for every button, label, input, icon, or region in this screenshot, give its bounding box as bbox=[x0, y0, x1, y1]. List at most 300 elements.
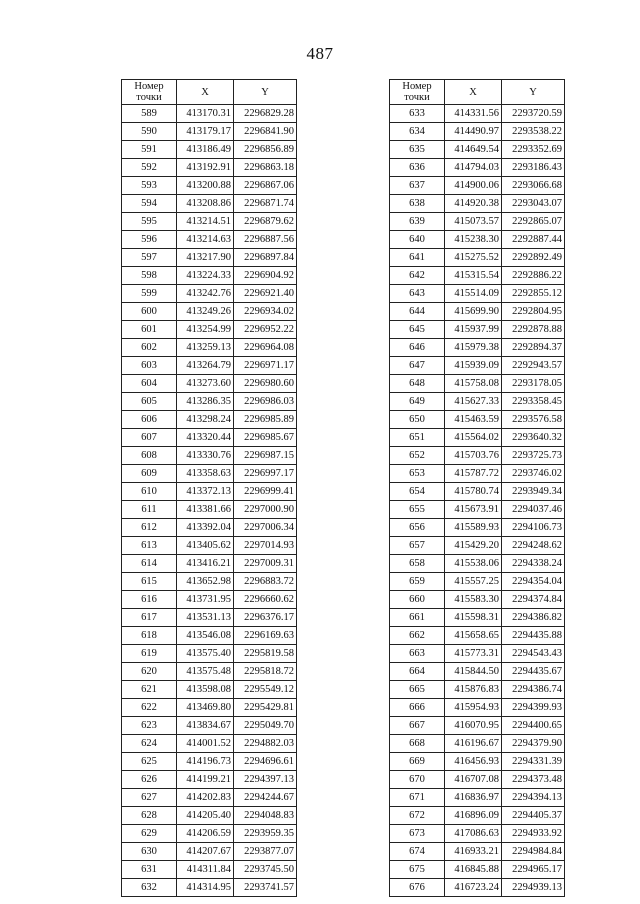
cell-point-number: 633 bbox=[390, 105, 445, 123]
cell-point-number: 602 bbox=[122, 339, 177, 357]
cell-point-number: 667 bbox=[390, 717, 445, 735]
cell-y: 2296964.08 bbox=[234, 339, 297, 357]
cell-y: 2294696.61 bbox=[234, 753, 297, 771]
cell-point-number: 655 bbox=[390, 501, 445, 519]
cell-point-number: 626 bbox=[122, 771, 177, 789]
cell-point-number: 592 bbox=[122, 159, 177, 177]
cell-x: 413834.67 bbox=[177, 717, 234, 735]
cell-x: 415315.54 bbox=[445, 267, 502, 285]
table-row bbox=[390, 375, 565, 393]
table-row bbox=[390, 825, 565, 843]
cell-x: 413652.98 bbox=[177, 573, 234, 591]
cell-x: 413286.35 bbox=[177, 393, 234, 411]
cell-x: 415627.33 bbox=[445, 393, 502, 411]
cell-y: 2294379.90 bbox=[502, 735, 565, 753]
table-row bbox=[122, 519, 297, 537]
cell-x: 415564.02 bbox=[445, 429, 502, 447]
table-row bbox=[390, 879, 565, 897]
cell-y: 2296985.89 bbox=[234, 411, 297, 429]
cell-y: 2296987.15 bbox=[234, 447, 297, 465]
cell-x: 415937.99 bbox=[445, 321, 502, 339]
cell-point-number: 614 bbox=[122, 555, 177, 573]
cell-point-number: 671 bbox=[390, 789, 445, 807]
cell-y: 2292886.22 bbox=[502, 267, 565, 285]
header-x: X bbox=[177, 80, 234, 105]
table-row bbox=[122, 609, 297, 627]
table-row bbox=[122, 825, 297, 843]
cell-y: 2296856.89 bbox=[234, 141, 297, 159]
cell-y: 2294965.17 bbox=[502, 861, 565, 879]
cell-x: 416933.21 bbox=[445, 843, 502, 861]
table-row bbox=[390, 285, 565, 303]
cell-point-number: 646 bbox=[390, 339, 445, 357]
cell-x: 415583.30 bbox=[445, 591, 502, 609]
cell-x: 413381.66 bbox=[177, 501, 234, 519]
cell-point-number: 606 bbox=[122, 411, 177, 429]
cell-point-number: 665 bbox=[390, 681, 445, 699]
cell-point-number: 595 bbox=[122, 213, 177, 231]
cell-y: 2296867.06 bbox=[234, 177, 297, 195]
cell-y: 2292943.57 bbox=[502, 357, 565, 375]
table-row bbox=[122, 681, 297, 699]
cell-point-number: 674 bbox=[390, 843, 445, 861]
cell-y: 2294399.93 bbox=[502, 699, 565, 717]
cell-y: 2297006.34 bbox=[234, 519, 297, 537]
table-row bbox=[122, 789, 297, 807]
table-row bbox=[390, 663, 565, 681]
cell-y: 2292855.12 bbox=[502, 285, 565, 303]
cell-point-number: 624 bbox=[122, 735, 177, 753]
cell-y: 2296999.41 bbox=[234, 483, 297, 501]
cell-point-number: 631 bbox=[122, 861, 177, 879]
cell-point-number: 648 bbox=[390, 375, 445, 393]
cell-x: 416896.09 bbox=[445, 807, 502, 825]
cell-point-number: 616 bbox=[122, 591, 177, 609]
cell-x: 415658.65 bbox=[445, 627, 502, 645]
cell-x: 415703.76 bbox=[445, 447, 502, 465]
table-row bbox=[390, 699, 565, 717]
cell-point-number: 639 bbox=[390, 213, 445, 231]
cell-y: 2296879.62 bbox=[234, 213, 297, 231]
header-point-number bbox=[122, 80, 177, 105]
table-row bbox=[390, 753, 565, 771]
cell-x: 413372.13 bbox=[177, 483, 234, 501]
cell-y: 2295049.70 bbox=[234, 717, 297, 735]
cell-y: 2296934.02 bbox=[234, 303, 297, 321]
cell-x: 413731.95 bbox=[177, 591, 234, 609]
table-row bbox=[122, 393, 297, 411]
cell-point-number: 629 bbox=[122, 825, 177, 843]
table-row bbox=[122, 663, 297, 681]
cell-y: 2294405.37 bbox=[502, 807, 565, 825]
cell-x: 415673.91 bbox=[445, 501, 502, 519]
table-row bbox=[122, 483, 297, 501]
cell-x: 415699.90 bbox=[445, 303, 502, 321]
table-row bbox=[390, 843, 565, 861]
cell-point-number: 628 bbox=[122, 807, 177, 825]
cell-point-number: 627 bbox=[122, 789, 177, 807]
cell-y: 2294248.62 bbox=[502, 537, 565, 555]
header-point-number bbox=[390, 80, 445, 105]
cell-y: 2294543.43 bbox=[502, 645, 565, 663]
cell-y: 2294394.13 bbox=[502, 789, 565, 807]
cell-y: 2294400.65 bbox=[502, 717, 565, 735]
cell-x: 413179.17 bbox=[177, 123, 234, 141]
cell-x: 415758.08 bbox=[445, 375, 502, 393]
cell-x: 413405.62 bbox=[177, 537, 234, 555]
cell-y: 2293720.59 bbox=[502, 105, 565, 123]
cell-point-number: 618 bbox=[122, 627, 177, 645]
table-row bbox=[390, 483, 565, 501]
cell-y: 2296169.63 bbox=[234, 627, 297, 645]
cell-point-number: 652 bbox=[390, 447, 445, 465]
table-row bbox=[122, 123, 297, 141]
cell-y: 2297009.31 bbox=[234, 555, 297, 573]
cell-point-number: 672 bbox=[390, 807, 445, 825]
cell-point-number: 656 bbox=[390, 519, 445, 537]
table-row bbox=[122, 843, 297, 861]
table-row bbox=[390, 861, 565, 879]
cell-point-number: 654 bbox=[390, 483, 445, 501]
cell-point-number: 660 bbox=[390, 591, 445, 609]
table-row bbox=[390, 195, 565, 213]
cell-x: 414206.59 bbox=[177, 825, 234, 843]
cell-y: 2292804.95 bbox=[502, 303, 565, 321]
cell-x: 413214.51 bbox=[177, 213, 234, 231]
cell-point-number: 601 bbox=[122, 321, 177, 339]
cell-point-number: 651 bbox=[390, 429, 445, 447]
table-row bbox=[390, 681, 565, 699]
cell-x: 414202.83 bbox=[177, 789, 234, 807]
table-row bbox=[122, 537, 297, 555]
cell-x: 413259.13 bbox=[177, 339, 234, 357]
cell-y: 2296841.90 bbox=[234, 123, 297, 141]
cell-x: 414490.97 bbox=[445, 123, 502, 141]
cell-point-number: 608 bbox=[122, 447, 177, 465]
cell-x: 414196.73 bbox=[177, 753, 234, 771]
cell-x: 415876.83 bbox=[445, 681, 502, 699]
cell-point-number: 607 bbox=[122, 429, 177, 447]
cell-point-number: 636 bbox=[390, 159, 445, 177]
cell-x: 413546.08 bbox=[177, 627, 234, 645]
cell-x: 413217.90 bbox=[177, 249, 234, 267]
cell-y: 2292887.44 bbox=[502, 231, 565, 249]
cell-y: 2294435.88 bbox=[502, 627, 565, 645]
cell-y: 2293959.35 bbox=[234, 825, 297, 843]
cell-y: 2293576.58 bbox=[502, 411, 565, 429]
cell-point-number: 642 bbox=[390, 267, 445, 285]
cell-x: 415954.93 bbox=[445, 699, 502, 717]
cell-x: 416836.97 bbox=[445, 789, 502, 807]
table-row bbox=[390, 339, 565, 357]
cell-x: 415463.59 bbox=[445, 411, 502, 429]
cell-x: 416723.24 bbox=[445, 879, 502, 897]
cell-x: 415780.74 bbox=[445, 483, 502, 501]
cell-point-number: 597 bbox=[122, 249, 177, 267]
cell-y: 2296985.67 bbox=[234, 429, 297, 447]
table-row bbox=[390, 591, 565, 609]
table-row bbox=[390, 771, 565, 789]
table-body bbox=[122, 105, 297, 897]
cell-x: 413224.33 bbox=[177, 267, 234, 285]
cell-x: 415939.09 bbox=[445, 357, 502, 375]
table-row bbox=[390, 717, 565, 735]
table-row bbox=[390, 465, 565, 483]
table-row bbox=[122, 753, 297, 771]
cell-y: 2293352.69 bbox=[502, 141, 565, 159]
table-row bbox=[122, 267, 297, 285]
table-row bbox=[390, 411, 565, 429]
table-row bbox=[390, 231, 565, 249]
cell-x: 414207.67 bbox=[177, 843, 234, 861]
table-row bbox=[390, 321, 565, 339]
cell-x: 415557.25 bbox=[445, 573, 502, 591]
cell-point-number: 603 bbox=[122, 357, 177, 375]
cell-point-number: 635 bbox=[390, 141, 445, 159]
table-row bbox=[390, 627, 565, 645]
table-row bbox=[122, 141, 297, 159]
table-row bbox=[122, 375, 297, 393]
cell-y: 2296660.62 bbox=[234, 591, 297, 609]
cell-y: 2294882.03 bbox=[234, 735, 297, 753]
table-row bbox=[122, 645, 297, 663]
header-y: Y bbox=[234, 80, 297, 105]
cell-x: 414001.52 bbox=[177, 735, 234, 753]
cell-y: 2294338.24 bbox=[502, 555, 565, 573]
cell-y: 2294048.83 bbox=[234, 807, 297, 825]
cell-y: 2293066.68 bbox=[502, 177, 565, 195]
cell-y: 2294037.46 bbox=[502, 501, 565, 519]
cell-point-number: 630 bbox=[122, 843, 177, 861]
cell-y: 2292878.88 bbox=[502, 321, 565, 339]
cell-point-number: 593 bbox=[122, 177, 177, 195]
cell-point-number: 640 bbox=[390, 231, 445, 249]
table-row bbox=[122, 105, 297, 123]
cell-point-number: 634 bbox=[390, 123, 445, 141]
cell-y: 2296897.84 bbox=[234, 249, 297, 267]
cell-x: 413170.31 bbox=[177, 105, 234, 123]
table-row bbox=[122, 573, 297, 591]
cell-x: 413575.40 bbox=[177, 645, 234, 663]
table-row bbox=[390, 141, 565, 159]
cell-point-number: 658 bbox=[390, 555, 445, 573]
cell-y: 2295818.72 bbox=[234, 663, 297, 681]
cell-x: 413254.99 bbox=[177, 321, 234, 339]
table-row bbox=[390, 105, 565, 123]
table-row bbox=[390, 789, 565, 807]
table-row bbox=[390, 447, 565, 465]
cell-point-number: 589 bbox=[122, 105, 177, 123]
cell-y: 2295549.12 bbox=[234, 681, 297, 699]
cell-x: 413273.60 bbox=[177, 375, 234, 393]
cell-x: 413186.49 bbox=[177, 141, 234, 159]
cell-y: 2294373.48 bbox=[502, 771, 565, 789]
table-row bbox=[122, 213, 297, 231]
cell-point-number: 647 bbox=[390, 357, 445, 375]
cell-x: 415514.09 bbox=[445, 285, 502, 303]
cell-y: 2294374.84 bbox=[502, 591, 565, 609]
cell-y: 2294397.13 bbox=[234, 771, 297, 789]
cell-y: 2292865.07 bbox=[502, 213, 565, 231]
cell-point-number: 613 bbox=[122, 537, 177, 555]
cell-y: 2293877.07 bbox=[234, 843, 297, 861]
table-row bbox=[390, 573, 565, 591]
cell-x: 413320.44 bbox=[177, 429, 234, 447]
table-row bbox=[122, 285, 297, 303]
cell-y: 2293949.34 bbox=[502, 483, 565, 501]
table-row bbox=[390, 519, 565, 537]
cell-point-number: 590 bbox=[122, 123, 177, 141]
header-point-number-line2: точки bbox=[404, 92, 430, 103]
table-row bbox=[390, 645, 565, 663]
cell-point-number: 610 bbox=[122, 483, 177, 501]
cell-point-number: 612 bbox=[122, 519, 177, 537]
cell-x: 413469.80 bbox=[177, 699, 234, 717]
cell-x: 414920.38 bbox=[445, 195, 502, 213]
cell-point-number: 591 bbox=[122, 141, 177, 159]
table-row bbox=[122, 699, 297, 717]
cell-x: 413358.63 bbox=[177, 465, 234, 483]
cell-x: 413416.21 bbox=[177, 555, 234, 573]
table-header-row bbox=[390, 80, 565, 105]
table-row bbox=[122, 771, 297, 789]
cell-y: 2294386.82 bbox=[502, 609, 565, 627]
cell-point-number: 668 bbox=[390, 735, 445, 753]
cell-point-number: 657 bbox=[390, 537, 445, 555]
cell-y: 2294244.67 bbox=[234, 789, 297, 807]
cell-point-number: 641 bbox=[390, 249, 445, 267]
table-row bbox=[122, 429, 297, 447]
cell-point-number: 666 bbox=[390, 699, 445, 717]
cell-x: 414900.06 bbox=[445, 177, 502, 195]
table-row bbox=[390, 213, 565, 231]
cell-point-number: 662 bbox=[390, 627, 445, 645]
cell-point-number: 598 bbox=[122, 267, 177, 285]
cell-point-number: 659 bbox=[390, 573, 445, 591]
cell-y: 2297014.93 bbox=[234, 537, 297, 555]
cell-point-number: 653 bbox=[390, 465, 445, 483]
cell-point-number: 644 bbox=[390, 303, 445, 321]
cell-point-number: 649 bbox=[390, 393, 445, 411]
header-point-number-line1: Номер bbox=[134, 81, 164, 92]
cell-point-number: 611 bbox=[122, 501, 177, 519]
cell-point-number: 615 bbox=[122, 573, 177, 591]
table-row bbox=[390, 429, 565, 447]
cell-y: 2295429.81 bbox=[234, 699, 297, 717]
cell-y: 2294984.84 bbox=[502, 843, 565, 861]
header-y: Y bbox=[502, 80, 565, 105]
cell-x: 415073.57 bbox=[445, 213, 502, 231]
cell-point-number: 594 bbox=[122, 195, 177, 213]
table-row bbox=[390, 357, 565, 375]
coordinates-table-left bbox=[121, 79, 297, 897]
cell-y: 2293358.45 bbox=[502, 393, 565, 411]
cell-x: 416707.08 bbox=[445, 771, 502, 789]
cell-point-number: 600 bbox=[122, 303, 177, 321]
cell-x: 414314.95 bbox=[177, 879, 234, 897]
cell-x: 413208.86 bbox=[177, 195, 234, 213]
header-point-number-line1: Номер bbox=[402, 81, 432, 92]
table-row bbox=[390, 123, 565, 141]
table-row bbox=[122, 231, 297, 249]
cell-x: 415844.50 bbox=[445, 663, 502, 681]
table-row bbox=[390, 501, 565, 519]
cell-y: 2296904.92 bbox=[234, 267, 297, 285]
cell-x: 415538.06 bbox=[445, 555, 502, 573]
table-row bbox=[122, 447, 297, 465]
cell-y: 2296986.03 bbox=[234, 393, 297, 411]
cell-y: 2293178.05 bbox=[502, 375, 565, 393]
cell-y: 2296883.72 bbox=[234, 573, 297, 591]
cell-x: 414794.03 bbox=[445, 159, 502, 177]
cell-point-number: 670 bbox=[390, 771, 445, 789]
cell-y: 2294939.13 bbox=[502, 879, 565, 897]
cell-x: 413298.24 bbox=[177, 411, 234, 429]
table-row bbox=[122, 249, 297, 267]
cell-y: 2296376.17 bbox=[234, 609, 297, 627]
cell-y: 2294354.04 bbox=[502, 573, 565, 591]
cell-y: 2293741.57 bbox=[234, 879, 297, 897]
cell-x: 414331.56 bbox=[445, 105, 502, 123]
cell-point-number: 669 bbox=[390, 753, 445, 771]
cell-point-number: 675 bbox=[390, 861, 445, 879]
cell-x: 415773.31 bbox=[445, 645, 502, 663]
cell-x: 415589.93 bbox=[445, 519, 502, 537]
table-row bbox=[122, 195, 297, 213]
cell-x: 416196.67 bbox=[445, 735, 502, 753]
cell-x: 416070.95 bbox=[445, 717, 502, 735]
cell-point-number: 599 bbox=[122, 285, 177, 303]
cell-point-number: 632 bbox=[122, 879, 177, 897]
cell-x: 414205.40 bbox=[177, 807, 234, 825]
cell-point-number: 623 bbox=[122, 717, 177, 735]
cell-x: 414311.84 bbox=[177, 861, 234, 879]
cell-y: 2293538.22 bbox=[502, 123, 565, 141]
table-row bbox=[122, 555, 297, 573]
cell-point-number: 625 bbox=[122, 753, 177, 771]
cell-point-number: 637 bbox=[390, 177, 445, 195]
cell-y: 2294331.39 bbox=[502, 753, 565, 771]
table-row bbox=[122, 807, 297, 825]
table-row bbox=[390, 555, 565, 573]
table-row bbox=[122, 861, 297, 879]
table-row bbox=[122, 879, 297, 897]
table-row bbox=[122, 465, 297, 483]
table-row bbox=[122, 321, 297, 339]
cell-point-number: 661 bbox=[390, 609, 445, 627]
cell-y: 2296863.18 bbox=[234, 159, 297, 177]
cell-point-number: 604 bbox=[122, 375, 177, 393]
cell-x: 413214.63 bbox=[177, 231, 234, 249]
cell-y: 2293745.50 bbox=[234, 861, 297, 879]
cell-y: 2293746.02 bbox=[502, 465, 565, 483]
cell-y: 2293043.07 bbox=[502, 195, 565, 213]
cell-point-number: 650 bbox=[390, 411, 445, 429]
cell-point-number: 676 bbox=[390, 879, 445, 897]
table-row bbox=[122, 735, 297, 753]
cell-point-number: 643 bbox=[390, 285, 445, 303]
table-header-row bbox=[122, 80, 297, 105]
cell-point-number: 596 bbox=[122, 231, 177, 249]
cell-x: 413200.88 bbox=[177, 177, 234, 195]
cell-point-number: 605 bbox=[122, 393, 177, 411]
table-row bbox=[390, 159, 565, 177]
cell-x: 413575.48 bbox=[177, 663, 234, 681]
cell-y: 2296921.40 bbox=[234, 285, 297, 303]
cell-x: 413531.13 bbox=[177, 609, 234, 627]
table-row bbox=[390, 393, 565, 411]
table-row bbox=[390, 303, 565, 321]
